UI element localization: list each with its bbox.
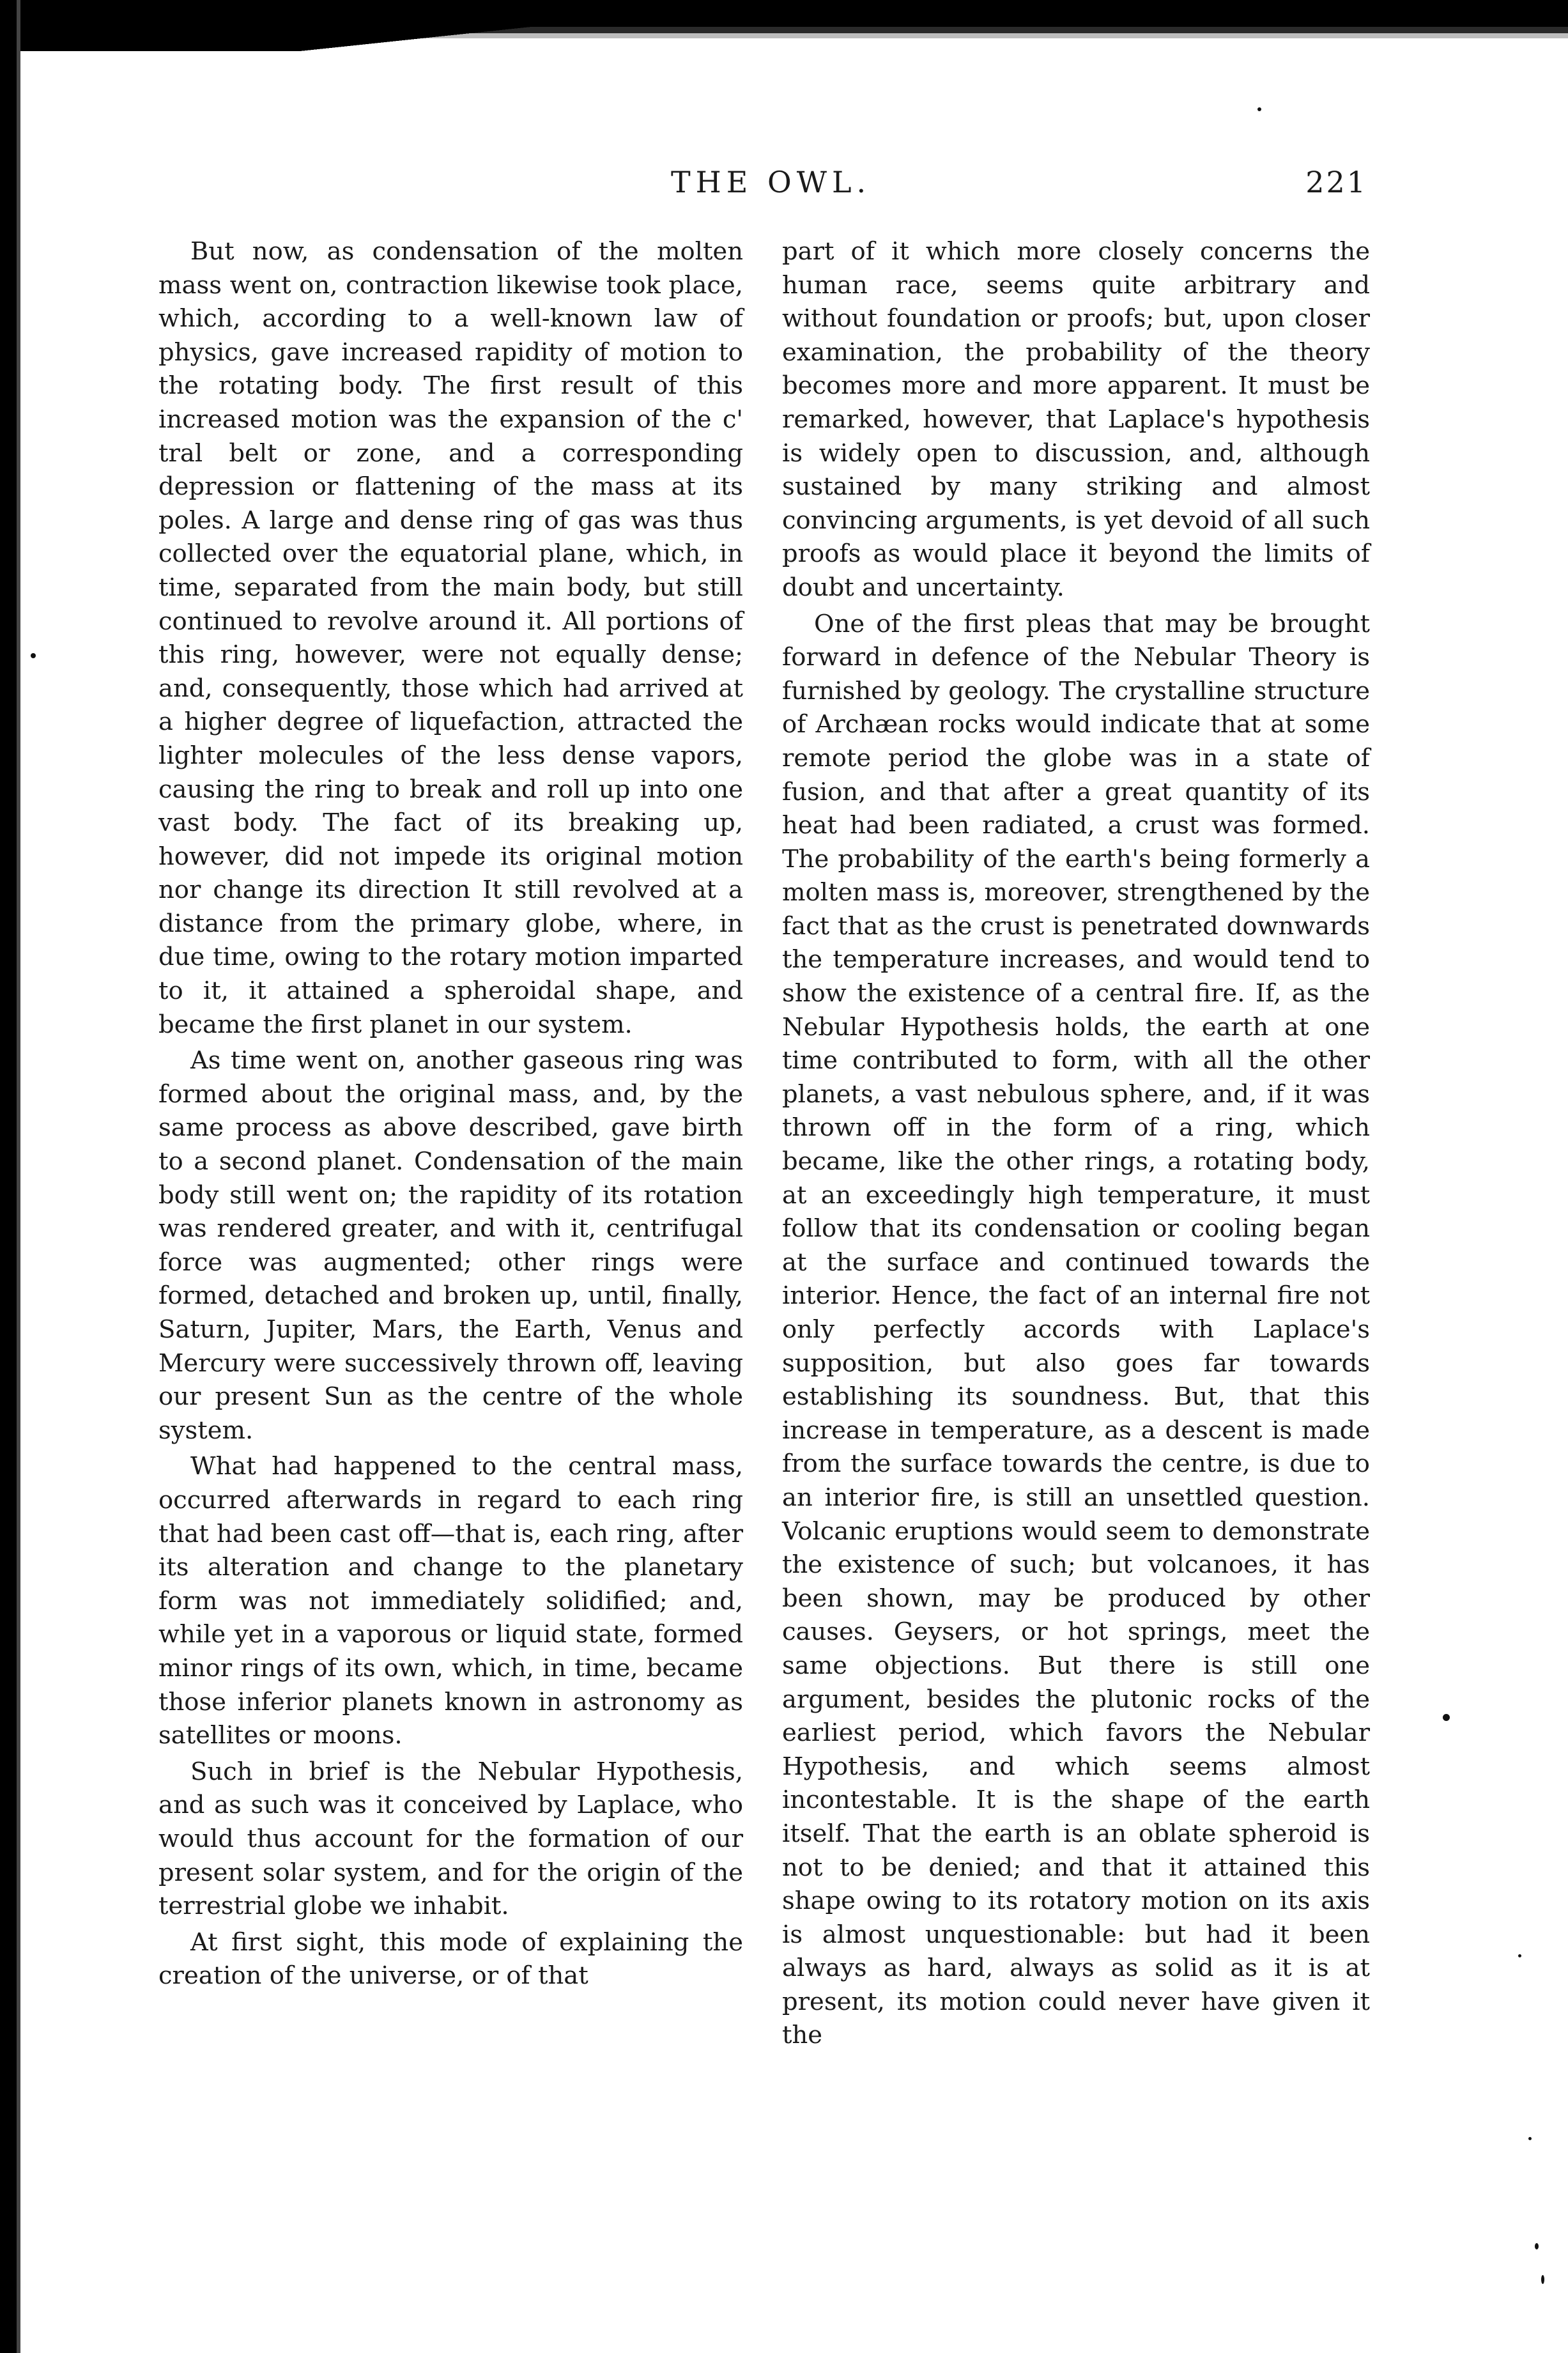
scan-speck [1518, 1954, 1521, 1957]
scan-border-top [0, 0, 1568, 45]
paragraph: What had happened to the central mass, occurred afterwards in regard to each ring that had been cast off—that is, each ring, after its alteration and change to the planetary form was not immediately solidified; and, while yet in a vaporous or liquid state, formed minor rings of its own, which, in time, became those inferior planets known in astronomy as satellites or moons. [158, 1452, 743, 1750]
paragraph: As time went on, another gaseous ring was formed about the original mass, and, by the same process as above described, gave birth to a second planet. Condensation of the main body still went on; the rapidity of its rotation was rendered greater, and with it, centrifugal force was augmented; other rings were formed, detached and broken up, until, finally, Saturn, Jupiter, Mars, the Earth, Venus and Mercury were successively thrown off, leaving our present Sun as the centre of the whole system. [158, 1046, 743, 1445]
scan-speck [31, 653, 36, 658]
page-header [153, 165, 1367, 203]
scan-speck [1257, 107, 1261, 111]
scan-speck [1528, 2137, 1532, 2140]
left-column [158, 235, 743, 1996]
scan-speck [1443, 1714, 1450, 1721]
paragraph: Such in brief is the Nebular Hypothesis, and as such was it conceived by Laplace, who would thus account for the formation of our present solar system, and for the origin of the terrestrial globe we inhabit. [158, 1757, 743, 1921]
page-number: 221 [1305, 165, 1367, 199]
scan-speck [1541, 2275, 1544, 2284]
continued-paragraph: part of it which more closely concerns the human race, seems quite arbitrary and without foundation or proofs; but, upon closer examination, the probability of the theory becomes more and more apparent. It must be remarked, however, that Laplace's hypothesis is widely open to discussion, and, although sustained by many striking and almost convincing arguments, is yet devoid of all such proofs as would place it beyond the limits of doubt and uncertainty. [782, 237, 1370, 602]
scan-speck [1535, 2243, 1539, 2249]
scan-border-left [0, 0, 26, 2353]
right-column [782, 235, 1370, 2055]
running-title: THE OWL. [671, 165, 872, 199]
paragraph: At first sight, this mode of explaining the creation of the universe, or of that [158, 1927, 743, 1991]
paragraph: But now, as condensation of the molten mass went on, contraction likewise took place, which, according to a well-known law of physics, gave increased rapidity of motion to the rotating body. The first result of this increased motion was the expansion of the c' tral belt or zone, and a corresponding depression or flattening of the mass at its poles. A large and dense ring of gas was thus collected over the equatorial plane, which, in time, separated from the main body, but still continued to revolve around it. All portions of this ring, however, were not equally dense; and, consequently, those which had arrived at a higher degree of liquefaction, attracted the lighter molecules of the less dense vapors, causing the ring to break and roll up into one vast body. The fact of its breaking up, however, did not impede its original motion nor change its direction It still revolved at a distance from the primary globe, where, in due time, owing to the rotary motion imparted to it, it attained a spheroidal shape, and became the first planet in our system. [158, 237, 743, 1039]
paragraph: One of the first pleas that may be brought forward in defence of the Nebular Theory is furnished by geology. The crystalline structure of Archæan rocks would indicate that at some remote period the globe was in a state of fusion, and that after a great quantity of its heat had been radiated, a crust was formed. The probability of the earth's being formerly a molten mass is, moreover, strengthened by the fact that as the crust is penetrated downwards the temperature increases, and would tend to show the existence of a central fire. If, as the Nebular Hypothesis holds, the earth at one time contributed to form, with all the other planets, a vast nebulous sphere, and, if it was thrown off in the form of a ring, which became, like the other rings, a rotating body, at an exceedingly high temperature, it must follow that its condensation or cooling began at the surface and continued towards the interior. Hence, the fact of an internal fire not only perfectly accords with Laplace's supposition, but also goes far towards establishing its soundness. But, that this increase in temperature, as a descent is made from the surface towards the centre, is due to an interior fire, is still an unsettled question. Volcanic eruptions would seem to demonstrate the existence of such; but volcanoes, it has been shown, may be produced by other causes. Geysers, or hot springs, meet the same objections. But there is still one argument, besides the plutonic rocks of the earliest period, which favors the Nebular Hypothesis, and which seems almost incontestable. It is the shape of the earth itself. That the earth is an oblate spheroid is not to be denied; and that it attained this shape owing to its rotatory motion on its axis is almost unquestionable: but had it been always as hard, always as solid as it is at present, its motion could never have given it the [782, 609, 1370, 2050]
